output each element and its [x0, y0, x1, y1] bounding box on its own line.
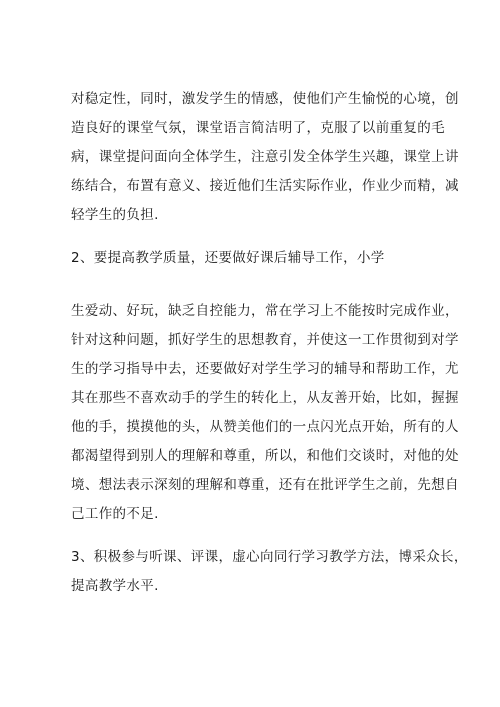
paragraph-3-line-6: 都渴望得到别人的理解和尊重，所以，和他们交谈时，对他的处 [71, 448, 459, 464]
paragraph-3-line-2: 针对这种问题，抓好学生的思想教育，并使这一工作贯彻到对学 [71, 332, 459, 348]
paragraph-4-line-2: 提高教学水平. [71, 578, 159, 594]
paragraph-1-line-1: 对稳定性，同时，激发学生的情感，使他们产生愉悦的心境，创 [71, 91, 459, 107]
paragraph-2-line-1: 2、要提高教学质量，还要做好课后辅导工作，小学 [71, 250, 385, 266]
paragraph-1-line-5: 轻学生的负担. [71, 207, 159, 223]
paragraph-3-line-7: 境、想法表示深刻的理解和尊重，还有在批评学生之前，先想自 [71, 477, 459, 493]
paragraph-3-line-5: 他的手，摸摸他的头，从赞美他们的一点闪光点开始，所有的人 [71, 419, 459, 435]
paragraph-4-line-1: 3、积极参与听课、评课，虚心向同行学习教学方法，博采众长， [71, 549, 468, 565]
paragraph-3-line-4: 其在那些不喜欢动手的学生的转化上，从友善开始，比如，握握 [71, 390, 459, 406]
paragraph-3-line-8: 己工作的不足. [71, 506, 159, 522]
paragraph-1-line-2: 造良好的课堂气氛，课堂语言简洁明了，克服了以前重复的毛 [71, 120, 445, 136]
paragraph-1-line-4: 练结合，布置有意义、接近他们生活实际作业，作业少而精，减 [71, 178, 459, 194]
paragraph-1-line-3: 病，课堂提问面向全体学生，注意引发全体学生兴趣，课堂上讲 [71, 149, 459, 165]
paragraph-3-line-1: 生爱动、好玩，缺乏自控能力，常在学习上不能按时完成作业， [71, 303, 459, 319]
paragraph-3-line-3: 生的学习指导中去，还要做好对学生学习的辅导和帮助工作，尤 [71, 361, 459, 377]
